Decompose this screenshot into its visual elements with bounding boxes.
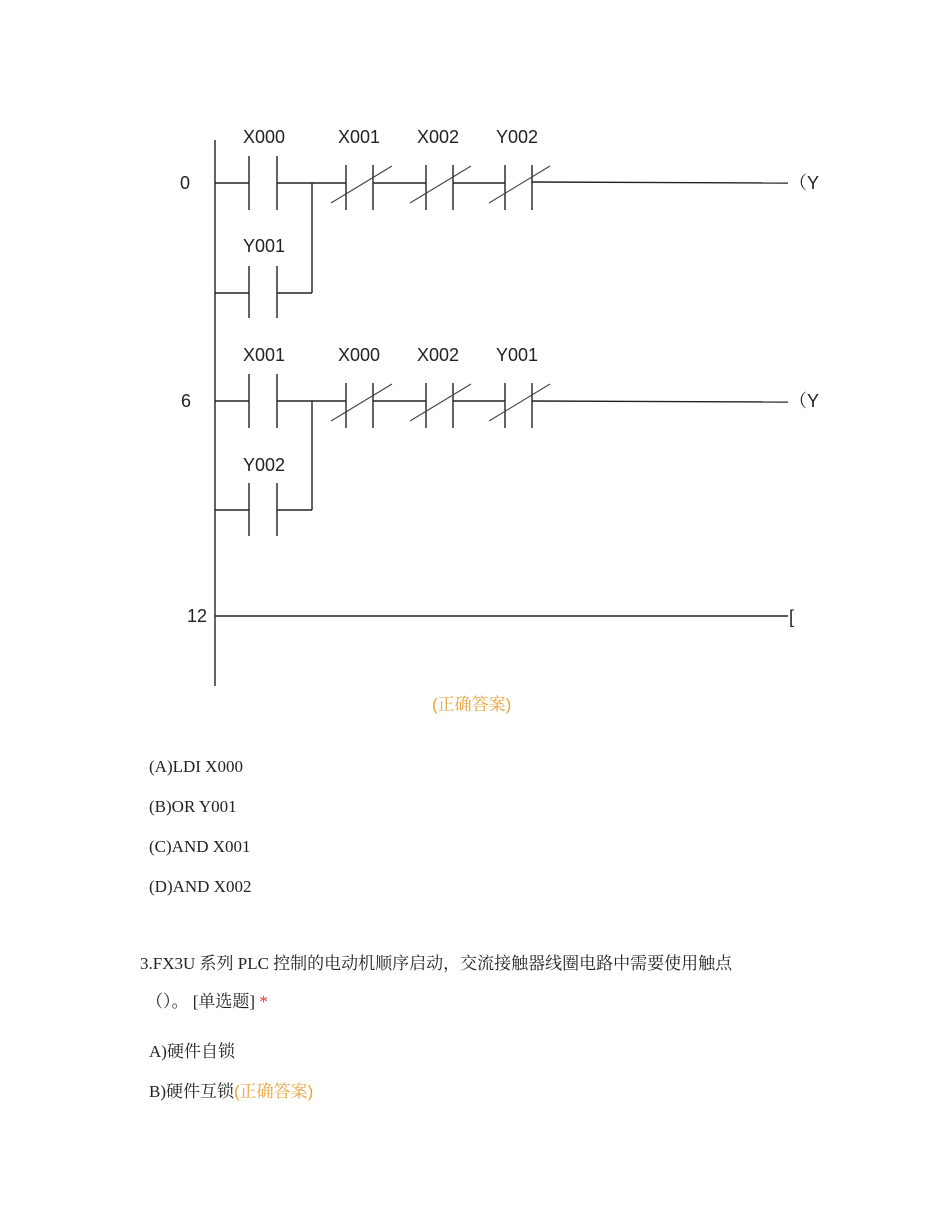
rung-12 xyxy=(187,606,794,627)
question-3-title-cont xyxy=(146,992,268,1012)
contact-label: X002 xyxy=(417,127,460,147)
coil-label: （Y xyxy=(789,173,820,193)
step-number: 12 xyxy=(187,606,208,626)
q3-option-b[interactable] xyxy=(149,1077,313,1102)
coil-label: （Y xyxy=(789,391,820,411)
option-b[interactable]: (B)OR Y001 xyxy=(149,797,237,816)
correct-answer-note: (正确答案) xyxy=(234,1082,314,1101)
rung-0 xyxy=(180,127,819,318)
contact-label: Y002 xyxy=(496,127,539,147)
q3-option-b-label: B)硬件互锁 xyxy=(149,1082,234,1101)
contact-label: Y001 xyxy=(496,345,539,365)
contact-label: Y001 xyxy=(243,236,286,256)
step-number: 6 xyxy=(181,391,192,411)
question-line-2: （）。 [单选题] xyxy=(146,992,256,1011)
contact-label: X001 xyxy=(243,345,286,365)
step-number: 0 xyxy=(180,173,191,193)
contact-label: X000 xyxy=(338,345,381,365)
required-mark: * xyxy=(259,992,268,1011)
contact-label: X000 xyxy=(243,127,286,147)
correct-answer-note: (正确答案) xyxy=(432,695,512,714)
option-c[interactable]: (C)AND X001 xyxy=(149,837,251,856)
rung-6 xyxy=(181,345,819,536)
contact-label: X001 xyxy=(338,127,381,147)
contact-label: Y002 xyxy=(243,455,286,475)
question-3-title xyxy=(140,954,732,974)
option-a[interactable]: (A)LDI X000 xyxy=(149,757,243,776)
option-d[interactable]: (D)AND X002 xyxy=(149,877,252,896)
q3-option-a[interactable]: A)硬件自锁 xyxy=(149,1042,235,1061)
contact-label: X002 xyxy=(417,345,460,365)
question-line-1: 3.FX3U 系列 PLC 控制的电动机顺序启动，交流接触器线圈电路中需要使用触点 xyxy=(140,954,733,973)
coil-label: [ xyxy=(789,607,795,627)
